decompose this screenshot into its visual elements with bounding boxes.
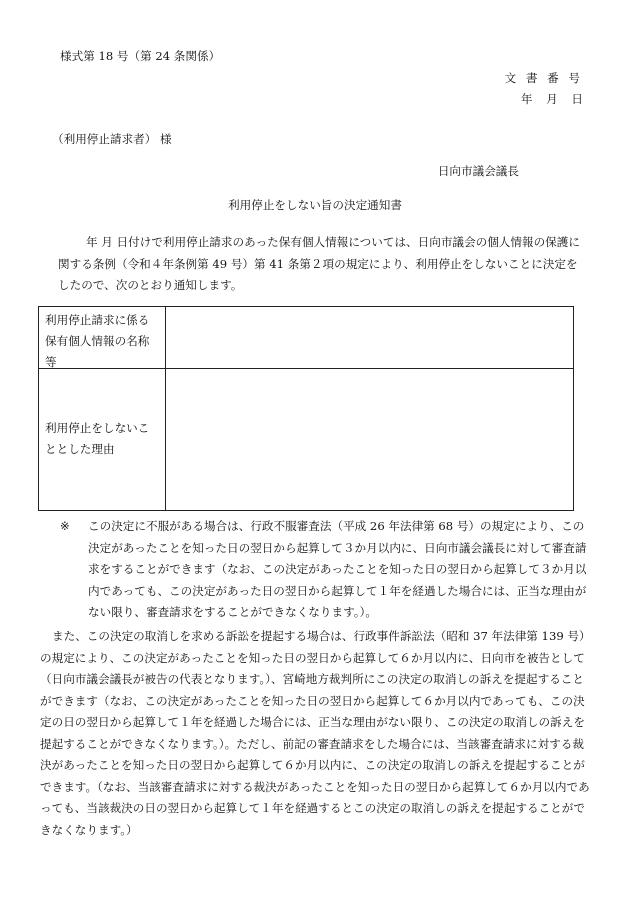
- sender: 日向市議会議長: [437, 164, 519, 178]
- table-row-label: [39, 368, 166, 510]
- recipient: （利用停止請求者） 様: [52, 132, 172, 146]
- appeal-note: [60, 516, 590, 624]
- body-text: [58, 232, 586, 297]
- table-row-value: [166, 368, 573, 510]
- document-title: 利用停止をしない旨の決定通知書: [228, 198, 402, 212]
- table-row-label: 利用停止請求に係る保有個人情報の名称等: [39, 307, 166, 368]
- note-mark: ※: [60, 519, 70, 533]
- table-row: [39, 307, 573, 369]
- body-paragraph: 年 月 日付けで利用停止請求のあった保有個人情報については、日向市議会の個人情報の保護に関する条例（令和４年条例第 49 号）第 41 条第２項の規定により、利用停止をしないことに決定をしたので、次のとおり通知します。: [58, 235, 580, 292]
- note-text: この決定に不服がある場合は、行政不服審査法（平成 26 年法律第 68 号）の規定により、この決定があったことを知った日の翌日から起算して３か月以内に、日向市議会議長に対して審査請求をすることができます（なお、この決定があったことを知った日の翌日から起算して３か月以内であっても、この決定があった日の翌日から起算して１年を経過した場合には、正当な理由がない限り、審査請求をすることができなくなります。）。: [88, 519, 587, 619]
- document-date: 年 月 日: [520, 92, 583, 106]
- table-row-value: [166, 307, 573, 368]
- document-number: 文 書 番 号: [504, 71, 583, 85]
- form-number: 様式第 18 号（第 24 条関係）: [60, 49, 221, 63]
- info-table: [38, 306, 574, 511]
- table-row-label-text: 利用停止をしないこととした理由: [45, 421, 150, 456]
- lawsuit-note: また、この決定の取消しを求める訴訟を提起する場合は、行政事件訴訟法（昭和 37 年法律第 139 号）の規定により、この決定があったことを知った日の翌日から起算して６か月以内に、日向市を被告として（日向市議会議長が被告の代表となります。）、宮崎地方裁判所にこの決定の取消しの訴えを提起することができます（なお、この決定があったことを知った日の翌日から起算して６か月以内であっても、この決定の日の翌日から起算して１年を経過した場合には、正当な理由がない限り、この決定の取消しの訴えを提起することができなくなります。）。ただし、前記の審査請求をした場合には、当該審査請求に対する裁決があったことを知った日の翌日から起算して６か月以内に、この決定の取消しの訴えを提起することができます。（なお、当該審査請求に対する裁決があったことを知った日の翌日から起算して６か月以内であっても、当該裁決の日の翌日から起算して１年を経過するとこの決定の取消しの訴えを提起することができなくなります。）: [40, 629, 590, 837]
- table-row: [39, 368, 573, 510]
